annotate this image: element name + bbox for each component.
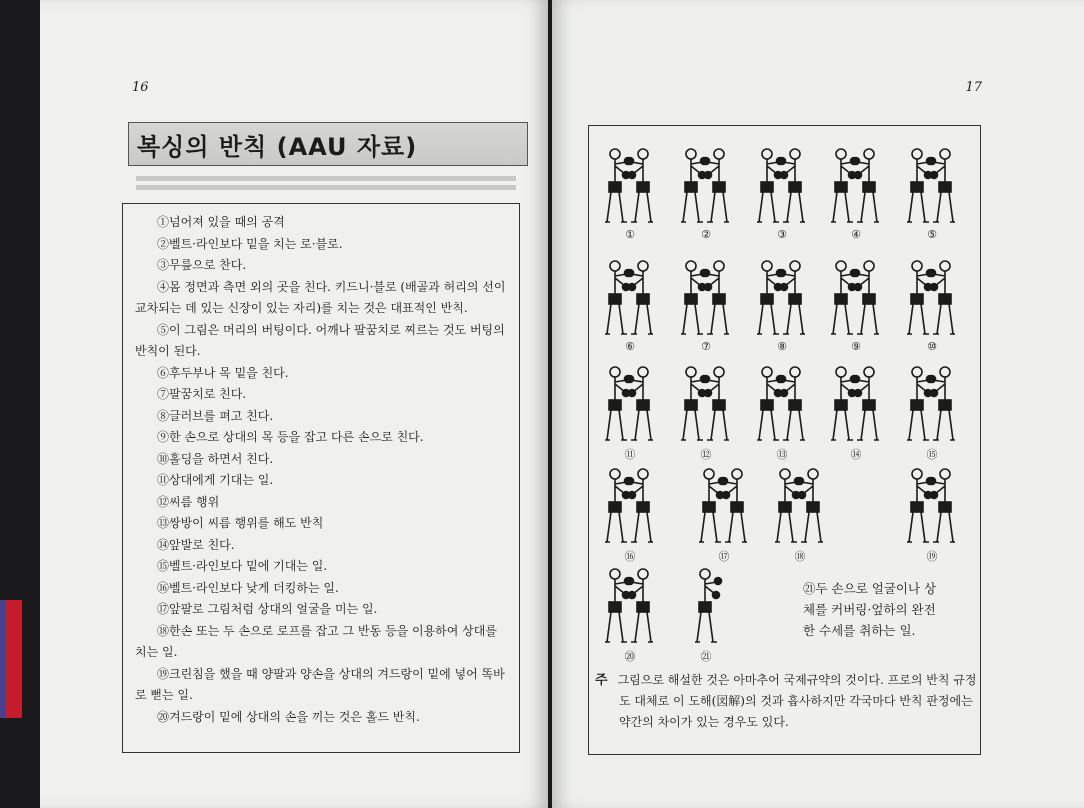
foul-illustration-1 (595, 144, 665, 244)
boxers-sketch-icon (671, 362, 741, 448)
foul-illustration-16 (595, 464, 665, 564)
figure-number: ⑲ (926, 550, 938, 563)
figure-21-caption: ㉑두 손으로 얼굴이나 상체를 커버링·엎하의 완전한 수세를 취하는 일. (803, 581, 937, 638)
page-number: 17 (965, 80, 982, 95)
foul-illustration-14 (821, 362, 891, 462)
figure-number: ⑭ (850, 448, 862, 461)
figure-number: ㉑ (700, 650, 712, 663)
show-through-text (136, 176, 516, 196)
foul-rule-item: ⑥후두부나 목 밑을 친다. (157, 365, 289, 380)
figure-number: ⑧ (777, 340, 787, 353)
section-title-banner (128, 122, 528, 166)
boxers-sketch-icon (897, 464, 967, 550)
boxers-sketch-icon (595, 144, 665, 230)
foul-rule-item: ②벨트·라인보다 밑을 치는 로·블로. (157, 236, 343, 251)
illustration-panel (588, 125, 981, 755)
boxers-sketch-icon (747, 362, 817, 448)
figure-number: ⑥ (625, 340, 635, 353)
footnote (589, 670, 979, 733)
boxers-sketch-icon (595, 464, 665, 550)
figure-number: ③ (777, 228, 787, 241)
figure-number: ⑤ (927, 228, 937, 241)
figure-number: ② (701, 228, 711, 241)
boxers-sketch-icon (897, 256, 967, 342)
boxers-sketch-icon (595, 256, 665, 342)
foul-illustration-18 (765, 464, 835, 564)
boxers-sketch-icon (747, 256, 817, 342)
foul-illustration-17 (689, 464, 759, 564)
figure-number: ⑯ (624, 550, 636, 563)
figure-number: ⑦ (701, 340, 711, 353)
foul-rule-item: ③무릎으로 찬다. (157, 258, 247, 272)
foul-illustration-4 (821, 144, 891, 244)
figure-number: ⑫ (700, 448, 712, 461)
footnote-label: 주 (595, 673, 608, 688)
figure-number: ⑨ (851, 340, 861, 353)
page-number: 16 (132, 80, 149, 95)
figure-number: ⑱ (794, 550, 806, 563)
foul-rule-item: ⑬쌍방이 씨름 행위를 해도 반칙 (157, 516, 324, 530)
foul-rule-item: ⑮벨트·라인보다 밑에 기대는 일. (157, 559, 328, 573)
foul-illustration-9 (821, 256, 891, 356)
figure-number: ⑳ (624, 650, 636, 663)
foul-illustration-2 (671, 144, 741, 244)
foul-illustration-3 (747, 144, 817, 244)
foul-rule-item: ⑦팔꿈치로 친다. (157, 387, 247, 401)
boxers-sketch-icon (595, 564, 665, 650)
foul-rule-item: ⑳겨드랑이 밑에 상대의 손을 끼는 것은 홀드 반칙. (157, 709, 420, 724)
figure-number: ⑬ (776, 448, 788, 461)
foul-rule-item: ⑭앞발로 친다. (157, 537, 235, 552)
foul-illustration-6 (595, 256, 665, 356)
boxers-sketch-icon (747, 144, 817, 230)
figure-number: ⑰ (718, 550, 730, 563)
boxers-sketch-icon (897, 144, 967, 230)
figure-number: ⑮ (926, 448, 938, 461)
foul-illustration-8 (747, 256, 817, 356)
foul-rule-item: ⑱한손 또는 두 손으로 로프를 잡고 그 반동 등을 이용하여 상대를 치는 일. (135, 623, 497, 659)
foul-illustration-12 (671, 362, 741, 462)
boxers-sketch-icon (821, 362, 891, 448)
foul-rule-item: ⑨한 손으로 상대의 목 등을 잡고 다른 손으로 친다. (157, 430, 424, 444)
foul-illustration-5 (897, 144, 967, 244)
foul-rule-item: ⑫씨름 행위 (157, 494, 220, 509)
foul-rule-item: ⑪상대에게 기대는 일. (157, 473, 274, 487)
boxers-sketch-icon (595, 362, 665, 448)
figure-number: ④ (851, 228, 861, 241)
foul-illustration-19 (897, 464, 967, 564)
section-title: 복싱의 반칙 (AAU 자료) (137, 132, 418, 161)
foul-rule-item: ⑰앞팔로 그림처럼 상대의 얼굴을 미는 일. (157, 602, 378, 616)
foul-illustration-11 (595, 362, 665, 462)
boxers-sketch-icon (689, 464, 759, 550)
figure-number: ⑩ (927, 340, 937, 353)
foul-rule-item: ①넘어져 있을 때의 공격 (157, 215, 285, 229)
foul-rule-item: ⑲크린침을 했을 때 양팔과 양손을 상대의 겨드랑이 밑에 넣어 똑바로 뻗는 일. (135, 666, 505, 702)
boxers-sketch-icon (671, 256, 741, 342)
boxers-sketch-icon (765, 464, 835, 550)
foul-rule-item: ④몸 정면과 측면 외의 곳을 친다. 키드니·블로 (배골과 허리의 선이 교차되는 데 있는 신장이 있는 자리)를 치는 것은 대표적인 반칙. (135, 279, 506, 315)
fouls-list-box (122, 203, 520, 753)
right-page (552, 0, 1084, 808)
foul-illustration-21 (671, 564, 741, 664)
foul-rule-item: ⑯벨트·라인보다 낮게 더킹하는 일. (157, 580, 339, 595)
boxers-sketch-icon (821, 256, 891, 342)
red-bookmark-tab (0, 600, 22, 718)
figure-number: ① (625, 228, 635, 241)
boxers-sketch-icon (671, 144, 741, 230)
foul-rule-item: ⑧글러브를 펴고 친다. (157, 408, 274, 423)
foul-illustration-10 (897, 256, 967, 356)
foul-illustration-13 (747, 362, 817, 462)
figure-number: ⑪ (624, 448, 636, 461)
foul-illustration-15 (897, 362, 967, 462)
boxers-sketch-icon (671, 564, 741, 650)
foul-illustration-20 (595, 564, 665, 664)
boxers-sketch-icon (821, 144, 891, 230)
boxers-sketch-icon (897, 362, 967, 448)
footnote-text: 그림으로 해설한 것은 아마추어 국제규약의 것이다. 프로의 반칙 규정도 대체로 이 도해(図解)의 것과 흡사하지만 각국마다 반칙 판정에는 약간의 차이가 있는 경우도 있다. (617, 673, 977, 729)
foul-rule-item: ⑩홀딩을 하면서 친다. (157, 451, 274, 466)
foul-illustration-7 (671, 256, 741, 356)
foul-rule-item: ⑤이 그림은 머리의 버팅이다. 어깨나 팔꿈치로 찌르는 것도 버팅의 반칙이 된다. (135, 322, 505, 358)
left-page (40, 0, 548, 808)
